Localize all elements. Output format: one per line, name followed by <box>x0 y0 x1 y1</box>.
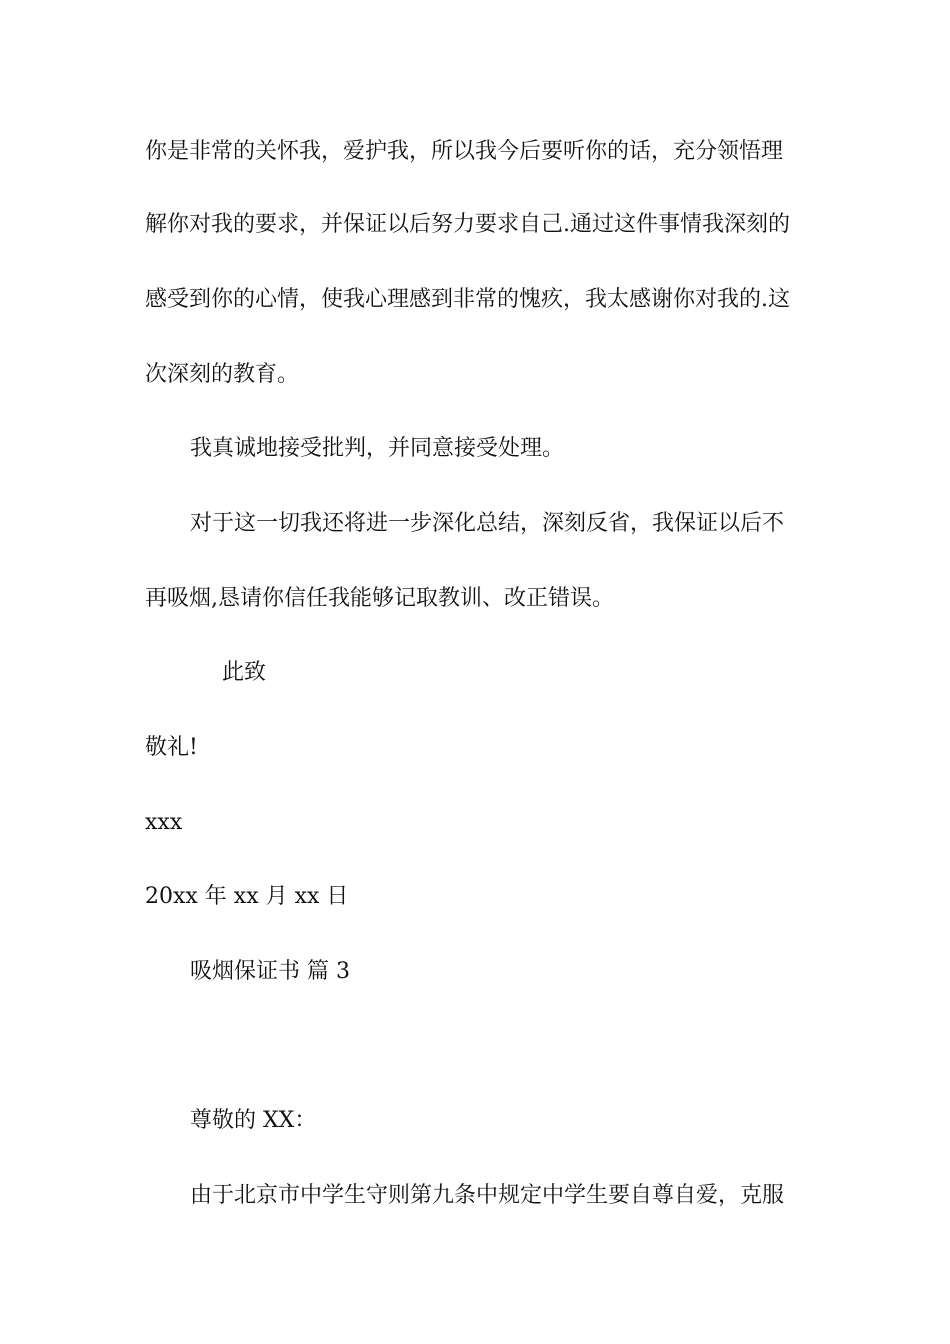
section-heading: 吸烟保证书 篇 3 <box>190 959 350 984</box>
signature-name: xxx <box>145 810 183 835</box>
body-line-3: 感受到你的心情，使我心理感到非常的愧疚，我太感谢你对我的.这 <box>145 287 790 312</box>
body-line-6: 对于这一切我还将进一步深化总结，深刻反省，我保证以后不 <box>190 511 785 536</box>
body-line-8: 由于北京市中学生守则第九条中规定中学生要自尊自爱，克服 <box>190 1183 785 1208</box>
body-line-2: 解你对我的要求，并保证以后努力要求自己.通过这件事情我深刻的 <box>145 212 790 237</box>
body-line-5: 我真诚地接受批判，并同意接受处理。 <box>190 436 565 461</box>
body-line-7: 再吸烟,恳请你信任我能够记取教训、改正错误。 <box>145 586 614 611</box>
letter-greeting: 尊敬的 XX： <box>190 1108 317 1133</box>
body-line-4: 次深刻的教育。 <box>145 362 300 387</box>
closing-respect: 敬礼! <box>145 735 198 760</box>
closing-salutation: 此致 <box>222 660 267 685</box>
body-line-1: 你是非常的关怀我，爱护我，所以我今后要听你的话，充分领悟理 <box>145 139 784 164</box>
signature-date: 20xx 年 xx 月 xx 日 <box>145 884 349 909</box>
